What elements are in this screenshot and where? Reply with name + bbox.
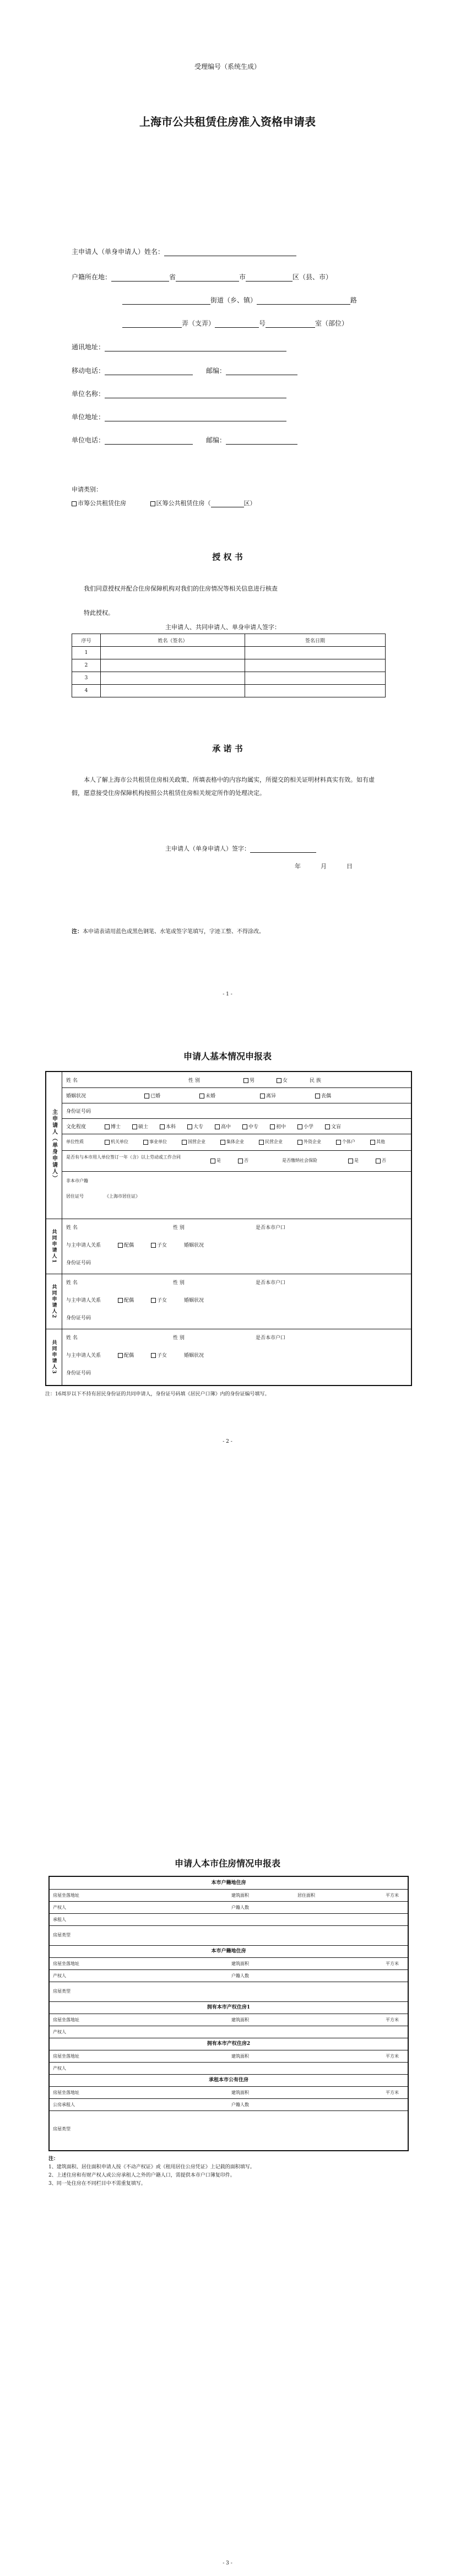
house-address-label: 房屋坐落地址 (53, 1961, 79, 1966)
public-lessee-row (50, 2098, 408, 2111)
gender-label: 性 别 (188, 1078, 200, 1084)
area-label: 建筑面积 (231, 2090, 249, 2095)
province-field[interactable] (111, 274, 169, 282)
unit-checkbox[interactable] (370, 1140, 375, 1145)
unit-checkbox[interactable] (259, 1140, 264, 1145)
notes-label: 注： (48, 2156, 59, 2162)
co1-child-label: 子女 (157, 1243, 167, 1248)
date-cell[interactable] (245, 647, 386, 659)
unit-checkbox[interactable] (220, 1140, 225, 1145)
co-applicant-2-block (46, 1274, 411, 1329)
area-label: 建筑面积 (231, 1961, 249, 1966)
district-field[interactable] (246, 274, 292, 282)
row-index: 3 (72, 672, 101, 685)
lane-field[interactable] (122, 321, 182, 328)
basic-info-table (45, 1071, 412, 1386)
co2-relation-label: 与主申请人关系 (66, 1298, 101, 1303)
female-checkbox[interactable] (277, 1078, 281, 1083)
domicile-label: 户籍所在地： (72, 273, 112, 281)
row-index: 2 (72, 659, 101, 672)
unit-name-field[interactable] (105, 391, 286, 398)
unit-option: 个体户 (342, 1139, 355, 1144)
authorization-closing: 特此授权。 (84, 609, 114, 616)
co2-child-checkbox[interactable] (151, 1298, 156, 1303)
signature-cell[interactable] (101, 672, 245, 685)
co2-child-label: 子女 (157, 1298, 167, 1303)
co3-spouse-label: 配偶 (124, 1353, 134, 1359)
street-row (122, 295, 357, 305)
house-address-row (50, 1889, 408, 1902)
date-cell[interactable] (245, 659, 386, 672)
section-hukou-housing-1: 本市户籍地住房 (50, 1877, 408, 1890)
unit-option: 国营企业 (188, 1139, 205, 1144)
house-address-label: 房屋坐落地址 (53, 1893, 79, 1898)
unit-option: 事业单位 (149, 1139, 167, 1144)
unit-address-row (72, 412, 286, 421)
male-label: 男 (250, 1078, 255, 1084)
co-applicant-2-label: 共同申请人2 (46, 1274, 62, 1329)
edu-option: 博士 (111, 1124, 121, 1130)
unit-type-label: 单位性质 (66, 1139, 84, 1144)
page-number-3: - 3 - (223, 2561, 232, 2566)
contract-yes-label: 是 (216, 1158, 221, 1163)
contract-no-label: 否 (244, 1158, 248, 1163)
authorization-sign-line: 主申请人、共同申请人、单身申请人签字： (165, 624, 280, 631)
note-item: 1、建筑面积、居住面积申请人按《不动产权证》或《租用居住公房凭证》上记载的面积填写。 (48, 2164, 255, 2170)
edu-option: 文盲 (331, 1124, 342, 1130)
road-field[interactable] (257, 297, 350, 305)
mail-address-label: 通讯地址： (72, 343, 105, 351)
category-city-label: 市筹公共租赁住房 (78, 500, 126, 507)
promise-sign-label: 主申请人（单身申请人）签字： (165, 845, 250, 852)
name-label: 姓 名 (66, 1078, 78, 1084)
number-label: 号 (259, 320, 266, 327)
co2-id-label: 身份证号码 (66, 1316, 91, 1321)
area-label: 建筑面积 (231, 1893, 249, 1898)
table-row (72, 647, 386, 659)
living-area-label: 居住面积 (297, 1893, 315, 1898)
public-type-row (50, 2110, 408, 2150)
female-label: 女 (283, 1078, 288, 1084)
marital-label: 婚姻状况 (66, 1094, 86, 1099)
residence-permit-label: 居住证号 (66, 1194, 84, 1199)
owner-row-2 (50, 1969, 408, 1982)
section-owned-housing-2: 拥有本市产权住房2 (50, 2038, 408, 2050)
district-label: 区（县、市） (292, 273, 333, 281)
public-address-row (50, 2086, 408, 2099)
edu-checkbox[interactable] (215, 1124, 220, 1129)
house-address-label: 房屋坐落地址 (53, 2054, 79, 2059)
co1-gender-label: 性 别 (173, 1225, 185, 1231)
applicant-name-row (72, 247, 296, 256)
sqm-label: 平方米 (386, 1893, 399, 1898)
promise-sign-row (165, 844, 316, 853)
insurance-label: 是否缴纳社会保险 (282, 1158, 317, 1163)
category-options (72, 499, 256, 507)
signature-cell[interactable] (101, 685, 245, 697)
note-item: 3、同一处住房在不同栏目中不需重复填写。 (48, 2181, 146, 2187)
unit-checkbox[interactable] (143, 1140, 148, 1145)
signature-cell[interactable] (101, 659, 245, 672)
edu-checkbox[interactable] (270, 1124, 275, 1129)
house-type-label: 房屋类型 (53, 1933, 71, 1938)
married-checkbox[interactable] (144, 1094, 149, 1098)
unit-phone-row (72, 435, 297, 445)
row-index: 1 (72, 647, 101, 659)
table-row (72, 672, 386, 685)
co-applicant-1-label: 共同申请人1 (46, 1219, 62, 1274)
applicant-name-label: 主申请人（单身申请人）姓名： (72, 248, 165, 256)
unit-type-row (62, 1134, 411, 1151)
mobile-field[interactable] (105, 368, 193, 375)
co3-gender-label: 性 别 (173, 1335, 185, 1341)
house-type-row-2 (50, 1982, 408, 2002)
authorization-title: 授 权 书 (212, 552, 243, 562)
id-label: 身份证号码 (66, 1109, 91, 1114)
co3-child-label: 子女 (157, 1353, 167, 1359)
owner-row (50, 1901, 408, 1914)
promise-paragraph: 本人了解上海市公共租赁住房相关政策、所填表格中的内容均属实，所提交的相关证明材料真实有效。如有虚假，愿意接受住房保障机构按照公共租赁住房相关规定所作的处理决定。 (72, 776, 375, 797)
promise-date-row (295, 862, 353, 870)
main-applicant-label: 主申请人（单身申请人） (46, 1072, 62, 1219)
edu-checkbox[interactable] (242, 1124, 247, 1129)
house-address-label: 房屋坐落地址 (53, 2090, 79, 2095)
page-number-1: - 1 - (223, 992, 232, 997)
co1-relation-label: 与主申请人关系 (66, 1243, 101, 1248)
section-owned-housing-1: 拥有本市产权住房1 (50, 2001, 408, 2014)
co3-child-checkbox[interactable] (151, 1353, 156, 1358)
name-row (62, 1072, 411, 1088)
divorced-checkbox[interactable] (260, 1094, 265, 1098)
co-applicant-3-block (46, 1329, 411, 1386)
unit-option: 机关单位 (111, 1139, 128, 1144)
mobile-row (72, 366, 297, 375)
promise-signature-field[interactable] (250, 846, 316, 853)
insurance-yes-checkbox[interactable] (348, 1159, 353, 1163)
mail-address-field[interactable] (105, 344, 286, 351)
note-label: 注： (72, 929, 83, 935)
unit-checkbox[interactable] (336, 1140, 341, 1145)
city-label: 市 (239, 273, 246, 281)
mobile-label: 移动电话： (72, 367, 105, 375)
co1-spouse-label: 配偶 (124, 1243, 134, 1248)
category-district-field[interactable] (211, 500, 244, 507)
residence-block (62, 1171, 411, 1219)
lessee-row (50, 1913, 408, 1926)
edu-option: 初中 (276, 1124, 286, 1130)
co1-marital-label: 婚姻状况 (184, 1243, 204, 1248)
unit-name-label: 单位名称： (72, 390, 105, 398)
edu-option: 中专 (248, 1124, 259, 1130)
edu-option: 大专 (193, 1124, 204, 1130)
number-field[interactable] (215, 321, 259, 328)
contract-yes-checkbox[interactable] (210, 1159, 215, 1163)
note-item: 2、上述住房和有财产权人或公房承租人之外的户籍人口，需提供本市户口簿复印件。 (48, 2173, 235, 2178)
hukou-persons-label: 户籍人数 (231, 1905, 249, 1910)
owner-label: 产权人 (53, 1973, 66, 1978)
unit-postcode-label: 邮编： (206, 436, 226, 444)
unit-address-label: 单位地址： (72, 413, 105, 421)
co1-spouse-checkbox[interactable] (118, 1243, 123, 1248)
edu-checkbox[interactable] (105, 1124, 110, 1129)
section-hukou-housing-2: 本市户籍地住房 (50, 1945, 408, 1958)
row-index: 4 (72, 685, 101, 697)
province-label: 省 (169, 273, 176, 281)
signature-cell[interactable] (101, 647, 245, 659)
col-index: 序号 (72, 634, 101, 647)
room-field[interactable] (266, 321, 315, 328)
unit-address-field[interactable] (105, 414, 286, 421)
sqm-label: 平方米 (386, 2054, 399, 2059)
unit-phone-field[interactable] (105, 437, 193, 445)
sqm-label: 平方米 (386, 2090, 399, 2095)
insurance-yes-label: 是 (354, 1158, 359, 1163)
unit-checkbox[interactable] (105, 1140, 110, 1145)
applicant-name-field[interactable] (164, 249, 296, 256)
receipt-number-header: 受理编号（系统生成） (194, 63, 261, 71)
authorization-table (72, 634, 386, 697)
public-lessee-label: 公房承租人 (53, 2102, 75, 2107)
owned1-address-row (50, 2014, 408, 2026)
unit-option: 集体企业 (226, 1139, 244, 1144)
authorization-paragraph: 我们同意授权并配合住房保障机构对我们的住房情况等相关信息进行核查 (84, 585, 278, 592)
page3-notes (48, 2155, 407, 2188)
insurance-no-checkbox[interactable] (376, 1159, 381, 1163)
street-label: 街道（乡、镇） (210, 296, 257, 304)
month-label: 月 (321, 863, 327, 870)
single-checkbox[interactable] (199, 1094, 204, 1098)
co3-name-label: 姓 名 (66, 1335, 78, 1341)
page-number-2: - 2 - (223, 1439, 232, 1444)
co1-name-label: 姓 名 (66, 1225, 78, 1231)
co1-hukou-label: 是否本市户口 (256, 1225, 286, 1231)
house-type-label: 房屋类型 (53, 2126, 71, 2131)
unit-checkbox[interactable] (182, 1140, 187, 1145)
hukou-persons-label: 户籍人数 (231, 1973, 249, 1978)
category-district-label: 区筹公共租赁住房（ (156, 500, 211, 507)
table-row (72, 685, 386, 697)
insurance-no-label: 否 (382, 1158, 386, 1163)
unit-option: 民营企业 (265, 1139, 283, 1144)
widowed-checkbox[interactable] (315, 1094, 320, 1098)
date-cell[interactable] (245, 685, 386, 697)
form-title: 上海市公共租赁住房准入资格申请表 (139, 115, 316, 128)
unit-option: 外资企业 (304, 1139, 321, 1144)
owner-label: 产权人 (53, 2066, 66, 2071)
co2-marital-label: 婚姻状况 (184, 1298, 204, 1303)
co-applicant-1-block (46, 1219, 411, 1274)
basic-info-title: 申请人基本情况申报表 (183, 1051, 272, 1062)
edu-checkbox[interactable] (297, 1124, 302, 1129)
area-label: 建筑面积 (231, 2054, 249, 2059)
contract-label: 是否有与本市用人单位签订一年（含）以上劳动或工作合同 (66, 1155, 181, 1160)
co2-spouse-checkbox[interactable] (118, 1298, 123, 1303)
street-field[interactable] (122, 297, 210, 305)
mail-address-row (72, 342, 286, 351)
single-label: 未婚 (205, 1094, 216, 1099)
housing-table (48, 1876, 409, 2151)
year-label: 年 (295, 863, 301, 870)
education-label: 文化程度 (66, 1124, 86, 1130)
co3-spouse-checkbox[interactable] (118, 1353, 123, 1358)
co2-name-label: 姓 名 (66, 1280, 78, 1286)
note-text: 本申请表请用蓝色或黑色钢笔、水笔或签字笔填写，字迹工整、不得涂改。 (83, 929, 264, 935)
day-label: 日 (346, 863, 353, 870)
category-city-checkbox[interactable] (72, 501, 77, 506)
co-applicant-3-label: 共同申请人3 (46, 1329, 62, 1386)
co3-id-label: 身份证号码 (66, 1371, 91, 1376)
edu-checkbox[interactable] (325, 1124, 330, 1129)
city-field[interactable] (176, 274, 239, 282)
page1-note (72, 927, 264, 935)
unit-checkbox[interactable] (297, 1140, 302, 1145)
table-row (72, 659, 386, 672)
house-address-label: 房屋坐落地址 (53, 2017, 79, 2022)
lane-row (122, 318, 348, 328)
male-checkbox[interactable] (243, 1078, 248, 1083)
residence-permit-hint: 《上海市居住证》 (105, 1194, 140, 1199)
contract-no-checkbox[interactable] (238, 1159, 243, 1163)
room-label: 室（部位） (315, 320, 349, 327)
unit-option: 其他 (376, 1139, 385, 1144)
contract-row (62, 1150, 411, 1172)
postcode-label: 邮编： (206, 367, 226, 375)
owned2-owner-row (50, 2062, 408, 2075)
postcode-field[interactable] (226, 368, 297, 375)
category-district-checkbox[interactable] (150, 501, 155, 506)
edu-option: 小学 (304, 1124, 314, 1130)
owner-label: 产权人 (53, 2030, 66, 2034)
edu-option: 硕士 (138, 1124, 149, 1130)
unit-name-row (72, 389, 286, 398)
id-row (62, 1103, 411, 1119)
edu-checkbox[interactable] (187, 1124, 192, 1129)
nation-label: 民 族 (310, 1078, 321, 1084)
owned1-owner-row (50, 2026, 408, 2038)
house-address-row-2 (50, 1957, 408, 1970)
category-label: 申请类别： (72, 486, 102, 493)
owner-label: 产权人 (53, 1905, 66, 1910)
co1-child-checkbox[interactable] (151, 1243, 156, 1248)
lane-label: 弄（支弄） (182, 320, 215, 327)
education-row (62, 1118, 411, 1134)
sqm-label: 平方米 (386, 2017, 399, 2022)
co2-hukou-label: 是否本市户口 (256, 1280, 286, 1286)
area-label: 建筑面积 (231, 2017, 249, 2022)
page2-note: 注：16周岁以下不持有居民身份证的共同申请人，身份证号码填《居民户口簿》内的身份证编号填写。 (45, 1392, 270, 1397)
marital-row (62, 1087, 411, 1103)
house-type-label: 房屋类型 (53, 1989, 71, 1994)
co2-spouse-label: 配偶 (124, 1298, 134, 1303)
col-date: 签名日期 (245, 634, 386, 647)
promise-title: 承 诺 书 (212, 744, 243, 754)
owned2-address-row (50, 2050, 408, 2063)
house-type-row (50, 1925, 408, 1946)
date-cell[interactable] (245, 672, 386, 685)
married-label: 已婚 (150, 1094, 161, 1099)
category-district-end: 区） (243, 500, 256, 507)
lessee-label: 承租人 (53, 1917, 66, 1922)
unit-postcode-field[interactable] (226, 437, 297, 445)
sqm-label: 平方米 (386, 1961, 399, 1966)
authorization-table-header (72, 634, 386, 647)
road-label: 路 (350, 296, 358, 304)
domicile-row (72, 272, 332, 282)
divorced-label: 离异 (266, 1094, 277, 1099)
section-public-housing: 承租本市公有住房 (50, 2074, 408, 2087)
edu-option: 本科 (166, 1124, 176, 1130)
col-signature: 姓名（签名） (101, 634, 245, 647)
co3-relation-label: 与主申请人关系 (66, 1353, 101, 1359)
co1-id-label: 身份证号码 (66, 1260, 91, 1266)
edu-checkbox[interactable] (160, 1124, 165, 1129)
unit-phone-label: 单位电话： (72, 436, 105, 444)
edu-checkbox[interactable] (132, 1124, 137, 1129)
edu-option: 高中 (221, 1124, 231, 1130)
widowed-label: 丧偶 (321, 1094, 332, 1099)
co3-hukou-label: 是否本市户口 (256, 1335, 286, 1341)
co3-marital-label: 婚姻状况 (184, 1353, 204, 1359)
hukou-persons-label: 户籍人数 (231, 2102, 249, 2107)
non-local-label: 非本市户籍 (66, 1178, 88, 1183)
co2-gender-label: 性 别 (173, 1280, 185, 1286)
housing-title: 申请人本市住房情况申报表 (174, 1858, 280, 1869)
